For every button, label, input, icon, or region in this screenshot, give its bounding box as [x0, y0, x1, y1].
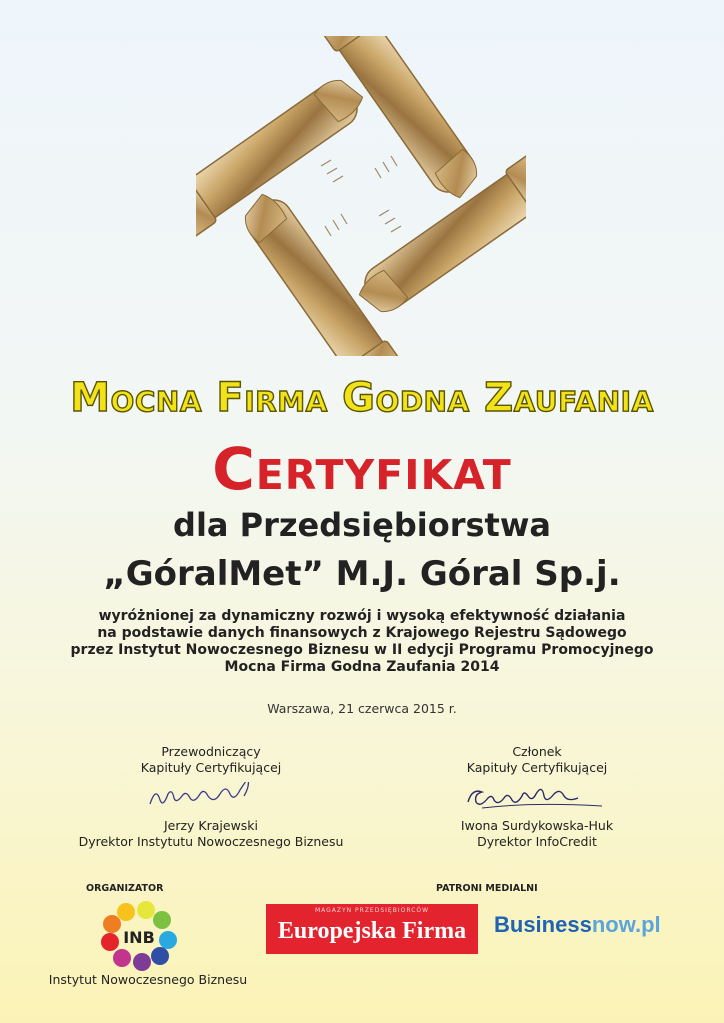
signatory-name: Jerzy Krajewski	[163, 818, 259, 833]
europejska-firma-logo	[266, 904, 478, 954]
recipient-intro: dla Przedsiębiorstwa	[173, 506, 551, 544]
businessnow-logo	[494, 912, 661, 938]
inb-logo-text: INB	[123, 928, 155, 947]
description-line: na podstawie danych finansowych z Krajowego Rejestru Sądowego	[97, 625, 627, 641]
description-line: wyróżnionej za dynamiczny rozwój i wysoką efektywność działania	[98, 608, 626, 624]
description-line: Mocna Firma Godna Zaufania 2014	[224, 659, 500, 675]
patron-tagline: MAGAZYN PRZEDSIĘBIORCÓW	[314, 907, 430, 914]
organizer-label: ORGANIZATOR	[86, 883, 164, 894]
program-headline: Mocna Firma Godna Zaufania	[70, 375, 654, 421]
signatory-role: Kapituły Certyfikującej	[466, 760, 608, 775]
signatory-role: Członek	[512, 744, 562, 759]
certificate-title: Certyfikat	[212, 435, 512, 503]
handwritten-signature-icon	[146, 782, 276, 812]
businessnow-logo-part: now.pl	[591, 912, 661, 937]
place-and-date: Warszawa, 21 czerwca 2015 r.	[267, 701, 457, 716]
signatory-chairman	[46, 744, 376, 850]
company-name: „GóralMet” M.J. Góral Sp.j.	[103, 554, 621, 594]
clasped-hands-emblem-icon	[196, 36, 526, 356]
signatory-role: Przewodniczący	[161, 744, 261, 759]
signatory-member	[372, 744, 702, 850]
signatory-position: Dyrektor Instytutu Nowoczesnego Biznesu	[78, 834, 344, 849]
patron-name: Europejska Firma	[277, 918, 467, 944]
signatory-role: Kapituły Certyfikującej	[140, 760, 282, 775]
handwritten-signature-icon	[462, 782, 612, 812]
organizer-name: Instytut Nowoczesnego Biznesu	[48, 972, 248, 987]
businessnow-logo-part: Business	[494, 912, 592, 937]
signatory-position: Dyrektor InfoCredit	[477, 834, 597, 849]
award-description	[0, 608, 724, 676]
description-line: przez Instytut Nowoczesnego Biznesu w II edycji Programu Promocyjnego	[70, 642, 654, 658]
media-patrons-label: PATRONI MEDIALNI	[436, 883, 538, 894]
inb-logo	[96, 898, 186, 978]
signatory-name: Iwona Surdykowska-Huk	[460, 818, 614, 833]
